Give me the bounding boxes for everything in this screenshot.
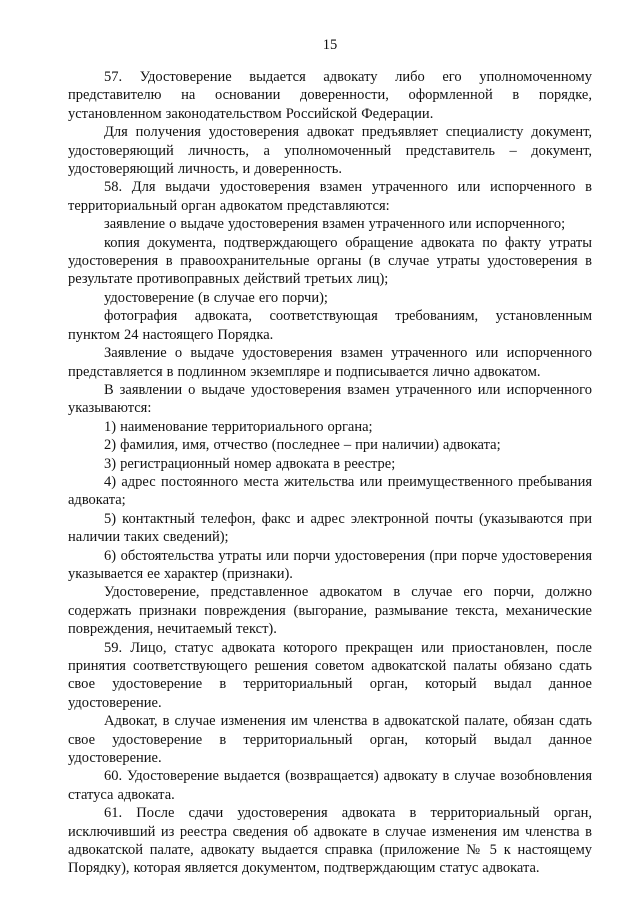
page-number: 15 bbox=[322, 37, 338, 53]
paragraph-61: 61. После сдачи удостоверения адвоката в территориальный орган, исключивший из реестра сведения об адвокате в случае изменения им членства в адвокатской палате, адвокату выдается справка (приложение № 5 к настоящему Порядку), которая является документом, подтверждающим статус адвоката. bbox=[68, 805, 592, 877]
list-item-document-copy: копия документа, подтверждающего обращение адвоката по факту утраты удостоверения в правоохранительные органы (в случае утраты удостоверения в результате противоправных действий третьих лиц); bbox=[68, 234, 592, 288]
list-item-5: 5) контактный телефон, факс и адрес электронной почты (указываются при наличии таких сведений); bbox=[68, 510, 592, 546]
document-body bbox=[68, 68, 592, 878]
list-item-4: 4) адрес постоянного места жительства или преимущественного пребывания адвоката; bbox=[68, 473, 592, 509]
paragraph-damage-signs: Удостоверение, представленное адвокатом в случае его порчи, должно содержать признаки повреждения (выгорание, размывание текста, механические повреждения, нечитаемый текст). bbox=[68, 584, 592, 638]
paragraph-59-membership: Адвокат, в случае изменения им членства в адвокатской палате, обязан сдать свое удостоверение в территориальный орган, который выдал данное удостоверение. bbox=[68, 713, 592, 767]
paragraph-59: 59. Лицо, статус адвоката которого прекращен или приостановлен, после принятия соответствующего решения советом адвокатской палаты обязано сдать свое удостоверение в территориальный орган, который выдал данное удостоверение. bbox=[68, 639, 592, 711]
list-item-1: 1) наименование территориального органа; bbox=[104, 418, 373, 435]
paragraph-57: 57. Удостоверение выдается адвокату либо его уполномоченному представителю на основании доверенности, оформленной в порядке, установленном законодательством Российской Федерации. bbox=[68, 69, 592, 122]
paragraph-58: 58. Для выдачи удостоверения взамен утраченного или испорченного в территориальный орган адвокатом представляются: bbox=[68, 179, 592, 214]
paragraph-57-requirements: Для получения удостоверения адвокат предъявляет специалисту документ, удостоверяющий личность, а уполномоченный представитель – документ, удостоверяющий личность, и доверенность. bbox=[68, 124, 592, 178]
paragraph-60: 60. Удостоверение выдается (возвращается) адвокату в случае возобновления статуса адвоката. bbox=[68, 768, 592, 803]
paragraph-application-contents: В заявлении о выдаче удостоверения взамен утраченного или испорченного указываются: bbox=[68, 381, 592, 417]
list-item-application: заявление о выдаче удостоверения взамен утраченного или испорченного; bbox=[104, 216, 566, 233]
list-item-3: 3) регистрационный номер адвоката в реестре; bbox=[104, 455, 396, 472]
list-item-2: 2) фамилия, имя, отчество (последнее – при наличии) адвоката; bbox=[104, 437, 501, 454]
list-item-photo: фотография адвоката, соответствующая требованиям, установленным пунктом 24 настоящего Порядка. bbox=[68, 308, 592, 343]
list-item-certificate: удостоверение (в случае его порчи); bbox=[104, 289, 328, 306]
paragraph-application-original: Заявление о выдаче удостоверения взамен утраченного или испорченного представляется в подлинном экземпляре и подписывается лично адвокатом. bbox=[68, 345, 592, 380]
list-item-6: 6) обстоятельства утраты или порчи удостоверения (при порче удостоверения указывается ее характер (признаки). bbox=[68, 547, 592, 582]
